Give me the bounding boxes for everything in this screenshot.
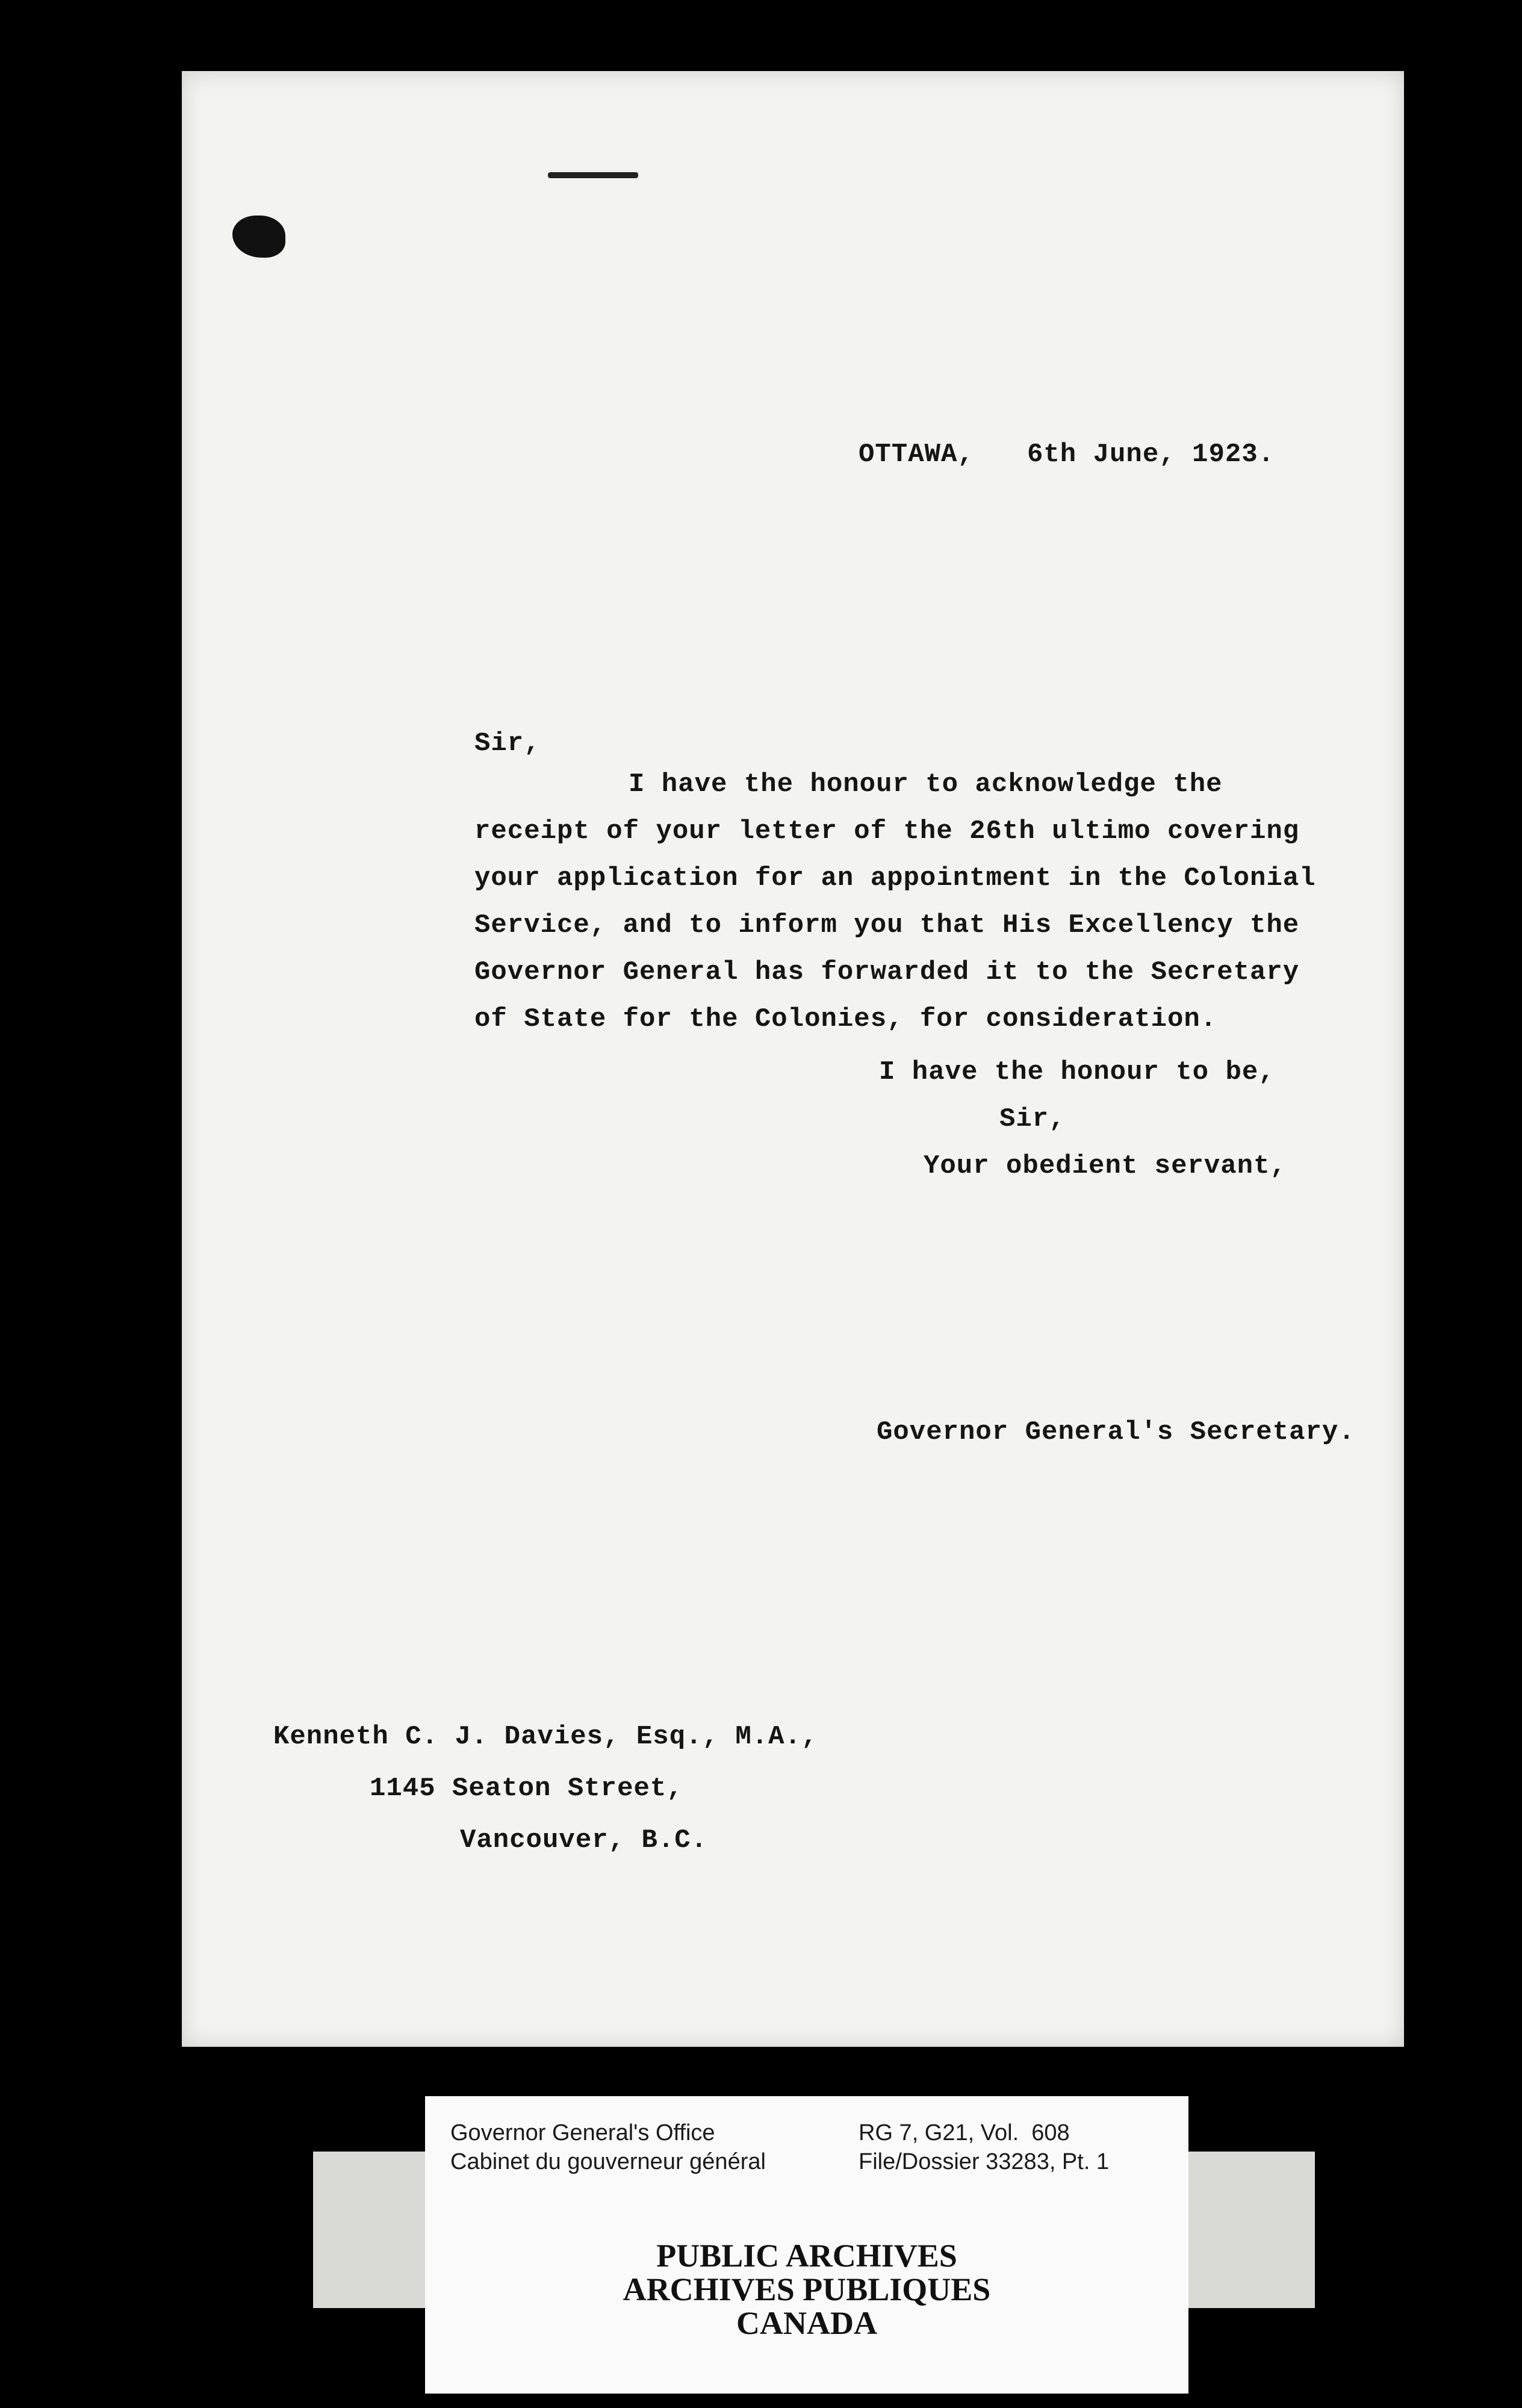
label-file: File/Dossier 33283, Pt. 1 xyxy=(859,2149,1110,2174)
closing-line-2: Sir, xyxy=(999,1104,1066,1134)
body-line-2: receipt of your letter of the 26th ultimo covering xyxy=(474,816,1300,846)
archive-title-line-3: CANADA xyxy=(736,2305,877,2341)
addressee-name: Kenneth C. J. Davies, Esq., M.A., xyxy=(273,1722,818,1752)
archive-title-line-2: ARCHIVES PUBLIQUES xyxy=(623,2271,991,2307)
label-flap-left xyxy=(313,2152,425,2308)
label-office-en: Governor General's Office xyxy=(450,2120,715,2146)
closing-line-3: Your obedient servant, xyxy=(924,1151,1287,1181)
archive-title-line-1: PUBLIC ARCHIVES xyxy=(656,2238,957,2274)
ink-mark xyxy=(548,172,638,178)
salutation: Sir, xyxy=(474,728,541,759)
letter-place: OTTAWA, xyxy=(859,439,974,470)
letter-date: 6th June, 1923. xyxy=(1027,439,1275,470)
closing-line-1: I have the honour to be, xyxy=(879,1057,1275,1087)
letter-sheet xyxy=(182,71,1404,2047)
body-line-5: Governor General has forwarded it to the Secretary xyxy=(474,957,1300,987)
addressee-street: 1145 Seaton Street, xyxy=(370,1773,683,1804)
signature-title: Governor General's Secretary. xyxy=(877,1417,1355,1447)
body-line-6: of State for the Colonies, for consideration. xyxy=(474,1004,1217,1034)
addressee-city: Vancouver, B.C. xyxy=(460,1825,708,1855)
label-reference: RG 7, G21, Vol. 608 xyxy=(859,2120,1070,2146)
label-office-fr: Cabinet du gouverneur général xyxy=(450,2149,766,2174)
label-flap-right xyxy=(1188,2152,1315,2308)
body-line-4: Service, and to inform you that His Excellency the xyxy=(474,910,1300,940)
ink-blot xyxy=(232,216,285,258)
body-line-3: your application for an appointment in the Colonial xyxy=(474,863,1316,893)
body-line-1: I have the honour to acknowledge the xyxy=(629,769,1223,799)
